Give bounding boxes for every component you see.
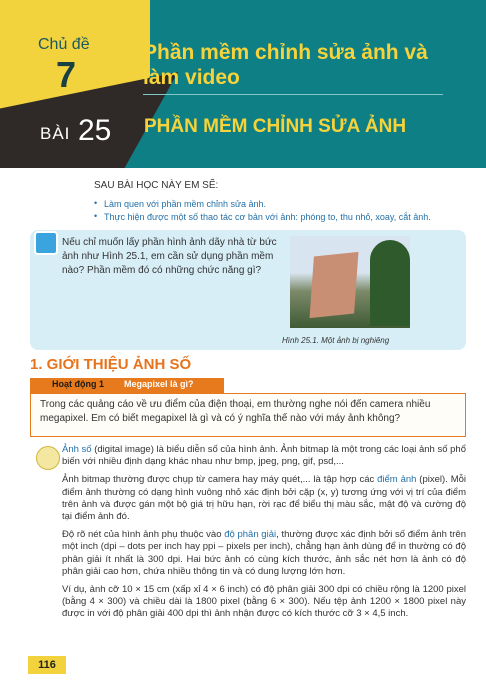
paragraph-text: , thường được xác định bởi số điểm ảnh trên một inch (dpi – dots per inch hay ppi – pixels per inch), chẳng hạn ảnh dùng để in thường có độ phân giải ít nhất là 300 dpi. Hai bức ảnh có cùng kích thước, ảnh sắc nét hơn là ảnh có độ phân giải cao hơn, chứa nhiều thông tin và có dung lượng lớn hơn.	[62, 529, 466, 577]
paragraph-text: Ví dụ, ảnh cỡ 10 × 15 cm (xấp xỉ 4 × 6 inch) có độ phân giải 300 dpi có chiều rộng là 1200 pixel (bằng 4 × 300) và chiều dài là 1800 pixel (bằng 6 × 300). Nếu tệp ảnh 1200 × 1800 pixel này được in với độ phân giải 400 dpi thì ảnh nhận được có kích thước cỡ 3 × 4,5 inch.	[62, 584, 466, 620]
question-icon	[34, 231, 58, 255]
page-number: 116	[28, 656, 66, 674]
photo-building-shape	[310, 252, 359, 318]
activity-text: Trong các quảng cáo về ưu điểm của điện thoại, em thường nghe nói đến camera nhiều megapixel. Em có biết megapixel là gì và có ý nghĩa thế nào với máy ảnh không?	[40, 399, 431, 424]
paragraph	[62, 584, 466, 621]
lesson-title: PHẦN MỀM CHỈNH SỬA ẢNH	[144, 116, 407, 137]
topic-title: Phần mềm chỉnh sửa ảnh và làm video	[143, 41, 428, 89]
topic-label: Chủ đề	[38, 36, 90, 53]
activity-subtitle: Megapixel là gì?	[124, 379, 194, 389]
note-icon	[36, 446, 60, 470]
section-title: 1. GIỚI THIỆU ẢNH SỐ	[30, 356, 192, 373]
figure-caption: Hình 25.1. Một ảnh bị nghiêng	[282, 336, 390, 345]
lesson-number: 25	[78, 114, 112, 147]
photo-tree-shape	[370, 240, 410, 326]
header-divider	[143, 94, 443, 95]
paragraph-text: (digital image) là biểu diễn số của hình ảnh. Ảnh bitmap là một trong các loại ảnh số phổ biến với nhiều định dạng khác nhau như bmp, jpeg, png, gif, psd,...	[62, 444, 467, 468]
body-text	[62, 444, 466, 627]
chapter-header	[0, 0, 486, 168]
paragraph-text: Độ rõ nét của hình ảnh phụ thuộc vào	[62, 529, 225, 541]
paragraph-text: Ảnh bitmap thường được chụp từ camera hay máy quét,... là tập hợp các	[62, 474, 378, 486]
paragraph-text: (pixel). Mỗi điểm ảnh thường có dạng hình vuông nhỏ xác định bởi cặp (x, y) tương ứng với vị trí của điểm trên ảnh và được gán một bộ giá trị hữu hạn, rời rạc để biểu thị màu sắc, mật độ và cường độ tại điểm ảnh đó.	[62, 474, 466, 523]
intro-question: Nếu chỉ muốn lấy phần hình ảnh dãy nhà từ bức ảnh như Hình 25.1, em cần sử dụng phần mềm nào? Phần mềm đó có những chức năng gì?	[62, 237, 277, 276]
learning-goals	[94, 180, 454, 225]
topic-number: 7	[56, 54, 77, 95]
goal-item: • Thực hiện được một số thao tác cơ bản với ảnh: phóng to, thu nhỏ, xoay, cắt ảnh.	[94, 212, 454, 222]
figure-25-1-photo	[290, 236, 410, 328]
term-digital-image: Ảnh số	[62, 444, 92, 455]
term-resolution: độ phân giải	[224, 529, 277, 541]
activity-label: Hoạt động 1	[52, 379, 104, 389]
goals-title: SAU BÀI HỌC NÀY EM SẼ:	[94, 180, 219, 191]
paragraph	[62, 474, 466, 523]
paragraph	[62, 529, 466, 578]
lesson-label: BÀI	[40, 124, 71, 143]
paragraph	[62, 444, 466, 468]
term-pixel: điểm ảnh	[377, 474, 417, 486]
goal-item: • Làm quen với phần mềm chỉnh sửa ảnh.	[94, 199, 454, 209]
